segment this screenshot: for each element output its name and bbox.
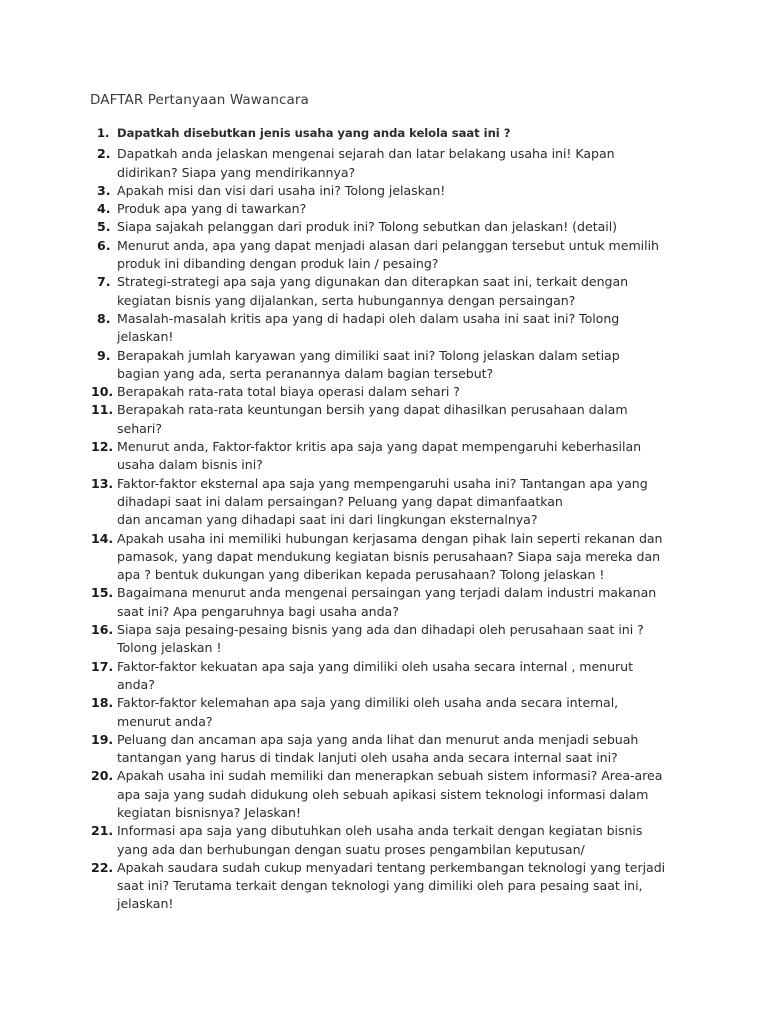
question-item — [90, 383, 680, 401]
question-item — [90, 731, 680, 768]
question-item — [90, 310, 680, 347]
question-item — [90, 530, 680, 585]
question-number: 18. — [91, 695, 114, 711]
question-number: 6. — [97, 237, 111, 253]
question-number: 5. — [97, 219, 111, 235]
question-number: 11. — [91, 402, 114, 418]
question-text: Apakah misi dan visi dari usaha ini? Tolong jelaskan! — [117, 182, 446, 198]
question-number: 2. — [97, 146, 111, 162]
question-list — [90, 124, 680, 914]
question-text: Dapatkah anda jelaskan mengenai sejarah dan latar belakang usaha ini! Kapan didirikan? Siapa yang mendirikannya? — [117, 146, 615, 180]
question-item — [90, 475, 680, 530]
question-item — [90, 859, 680, 914]
question-item — [90, 237, 680, 274]
question-text: Menurut anda, Faktor-faktor kritis apa saja yang dapat mempengaruhi keberhasilan usaha dalam bisnis ini? — [117, 439, 642, 473]
question-number: 21. — [91, 823, 114, 839]
question-item — [90, 124, 680, 142]
question-text: Apakah usaha ini sudah memiliki dan menerapkan sebuah sistem informasi? Area-area apa saja yang sudah didukung oleh sebuah apikasi sistem teknologi informasi dalam kegiatan bisnisnya? Jelaskan! — [117, 768, 663, 820]
question-text: Dapatkah disebutkan jenis usaha yang anda kelola saat ini ? — [117, 126, 511, 140]
document-title: DAFTAR Pertanyaan Wawancara — [90, 92, 309, 108]
question-item — [90, 145, 680, 182]
question-item — [90, 347, 680, 384]
question-text: Berapakah rata-rata total biaya operasi dalam sehari ? — [117, 384, 460, 400]
question-text: Peluang dan ancaman apa saja yang anda lihat dan menurut anda menjadi sebuah tantangan yang harus di tindak lanjuti oleh usaha anda secara internal saat ini? — [117, 731, 639, 766]
question-text: Berapakah jumlah karyawan yang dimiliki saat ini? Tolong jelaskan dalam setiap bagian yang ada, serta peranannya dalam bagian tersebut? — [117, 347, 620, 381]
question-text: Berapakah rata-rata keuntungan bersih yang dapat dihasilkan perusahaan dalam sehari? — [117, 402, 628, 436]
question-text: Siapa saja pesaing-pesaing bisnis yang ada dan dihadapi oleh perusahaan saat ini ? Tolong jelaskan ! — [117, 622, 644, 656]
question-text: Produk apa yang di tawarkan? — [117, 201, 307, 217]
question-number: 4. — [97, 201, 111, 217]
question-text: Menurut anda, apa yang dapat menjadi alasan dari pelanggan tersebut untuk memilih produk ini dibanding dengan produk lain / pesaing? — [117, 237, 659, 272]
question-item — [90, 767, 680, 822]
question-number: 15. — [91, 585, 114, 601]
question-item — [90, 182, 680, 200]
question-item — [90, 218, 680, 236]
question-text: Bagaimana menurut anda mengenai persaingan yang terjadi dalam industri makanan saat ini? Apa pengaruhnya bagi usaha anda? — [117, 585, 657, 619]
question-number: 19. — [91, 731, 114, 747]
question-text: Strategi-strategi apa saja yang digunakan dan diterapkan saat ini, terkait dengan kegiatan bisnis yang dijalankan, serta hubungannya dengan persaingan? — [117, 274, 629, 308]
question-text: Faktor-faktor kekuatan apa saja yang dimiliki oleh usaha secara internal , menurut anda? — [117, 658, 633, 692]
question-item — [90, 694, 680, 731]
question-item — [90, 273, 680, 310]
question-item — [90, 401, 680, 438]
question-number: 9. — [97, 347, 111, 363]
question-number: 7. — [97, 274, 111, 290]
question-number: 14. — [91, 530, 114, 546]
question-number: 1. — [97, 126, 110, 140]
question-text: Informasi apa saja yang dibutuhkan oleh usaha anda terkait dengan kegiatan bisnis yang ada dan berhubungan dengan suatu proses pengambilan keputusan/ — [117, 823, 643, 857]
question-number: 10. — [91, 384, 114, 400]
question-item — [90, 200, 680, 218]
question-text: Siapa sajakah pelanggan dari produk ini? Tolong sebutkan dan jelaskan! (detail) — [117, 219, 618, 235]
question-number: 20. — [91, 768, 114, 784]
question-text: Masalah-masalah kritis apa yang di hadapi oleh dalam usaha ini saat ini? Tolong jelaskan! — [117, 310, 620, 345]
question-number: 17. — [91, 658, 114, 674]
question-number: 16. — [91, 622, 114, 638]
question-number: 8. — [97, 310, 111, 326]
question-number: 13. — [91, 475, 114, 491]
question-number: 3. — [97, 182, 111, 198]
question-number: 22. — [91, 859, 114, 875]
question-text: Faktor-faktor eksternal apa saja yang mempengaruhi usaha ini? Tantangan apa yang dihadapi saat ini dalam persaingan? Peluang yang dapat dimanfaatkan dan ancaman yang dihadapi saat ini dari lingkungan eksternalnya? — [117, 475, 648, 528]
question-item — [90, 584, 680, 621]
question-text: Apakah usaha ini memiliki hubungan kerjasama dengan pihak lain seperti rekanan dan pamasok, yang dapat mendukung kegiatan bisnis perusahaan? Siapa saja mereka dan apa ? bentuk dukungan yang diberikan kepada perusahaan? Tolong jelaskan ! — [117, 530, 663, 583]
question-text: Apakah saudara sudah cukup menyadari tentang perkembangan teknologi yang terjadi saat ini? Terutama terkait dengan teknologi yang dimiliki oleh para pesaing saat ini, jelaskan! — [117, 859, 666, 912]
question-number: 12. — [91, 439, 114, 455]
question-item — [90, 822, 680, 859]
question-item — [90, 658, 680, 695]
question-text: Faktor-faktor kelemahan apa saja yang dimiliki oleh usaha anda secara internal, menurut anda? — [117, 695, 619, 729]
question-item — [90, 621, 680, 658]
question-item — [90, 438, 680, 475]
